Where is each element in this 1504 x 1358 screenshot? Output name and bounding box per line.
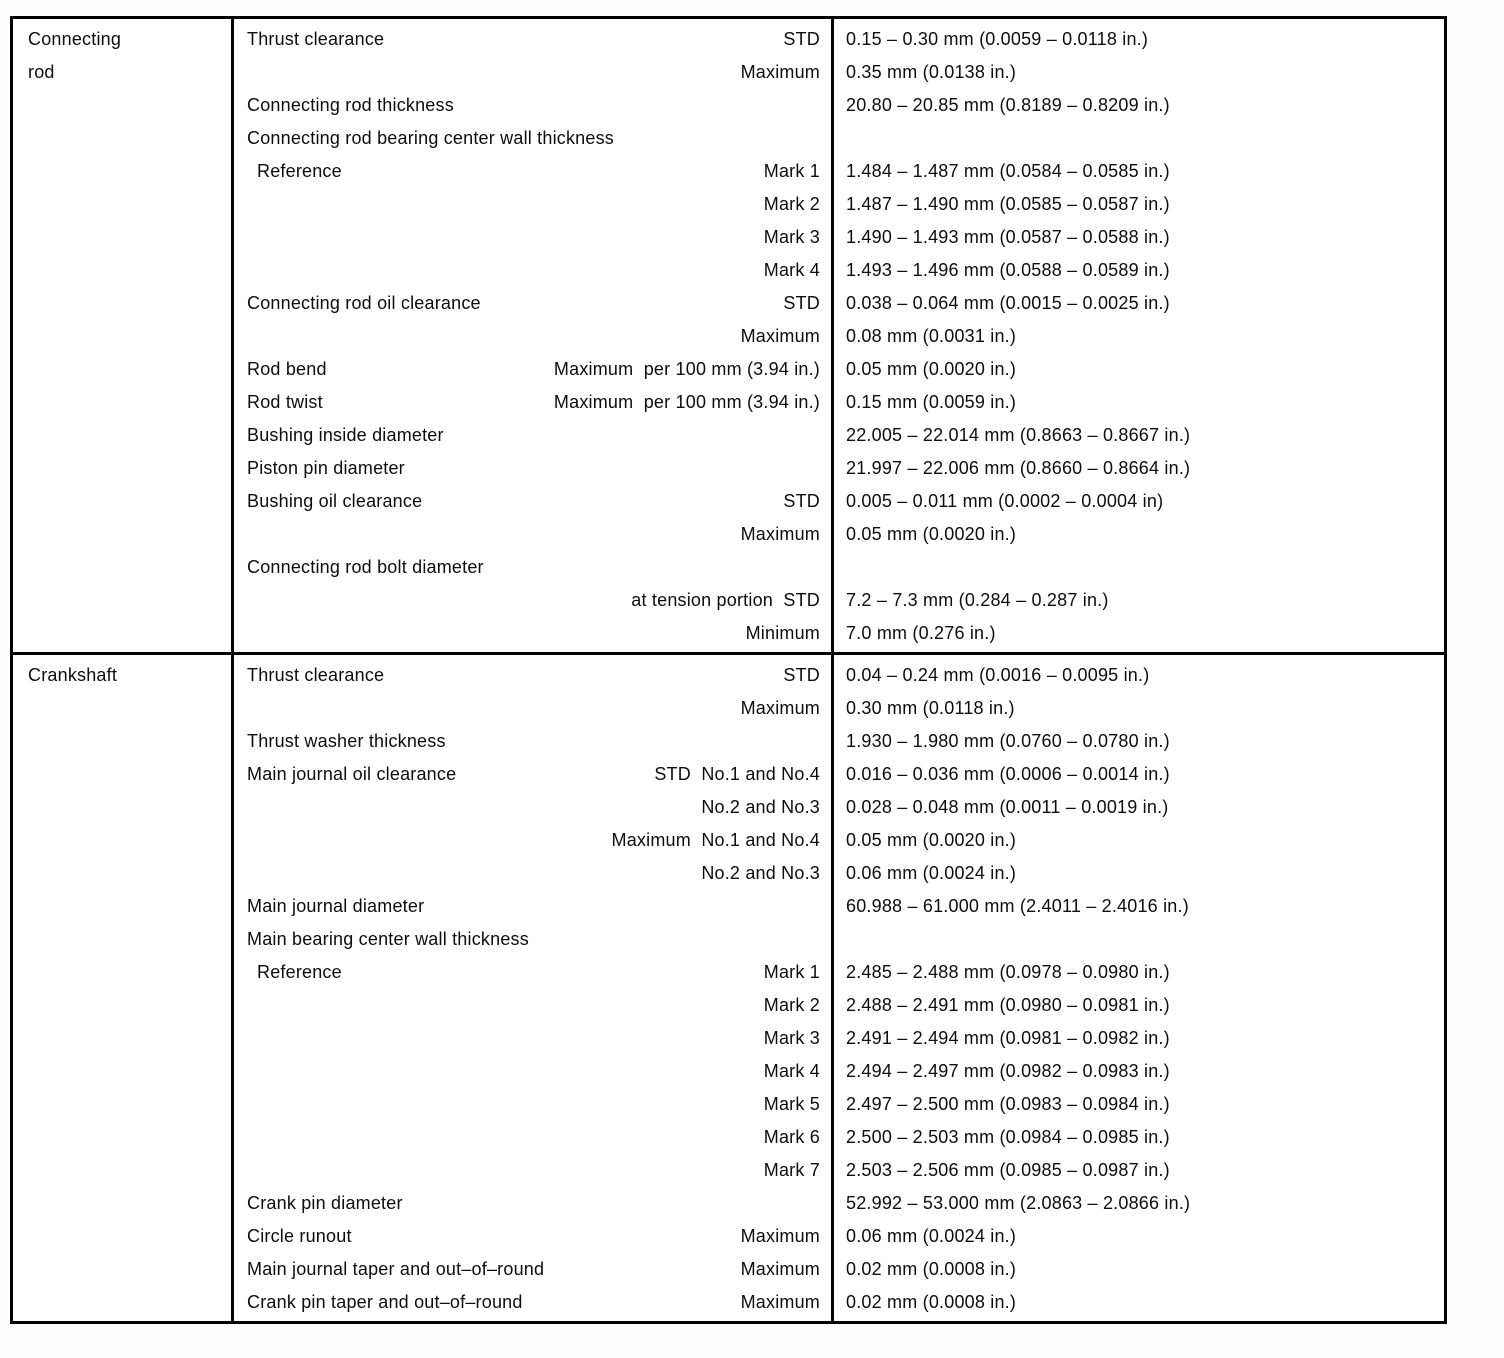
spec-row [234, 419, 1444, 452]
spec-value-cell [834, 923, 1444, 956]
spec-row [234, 122, 1444, 155]
spec-value-cell [834, 386, 1444, 419]
spec-value-cell [834, 89, 1444, 122]
component-cell [13, 655, 234, 1321]
spec-value: 0.15 mm (0.0059 in.) [846, 392, 1017, 412]
spec-value: 0.05 mm (0.0020 in.) [846, 359, 1017, 379]
spec-value-cell [834, 452, 1444, 485]
spec-qualifier: Maximum [740, 524, 820, 544]
spec-name-cell [234, 254, 834, 287]
spec-value-cell [834, 956, 1444, 989]
spec-row [234, 1187, 1444, 1220]
spec-name-cell [234, 485, 834, 518]
spec-value: 2.500 – 2.503 mm (0.0984 – 0.0985 in.) [846, 1127, 1170, 1147]
spec-qualifier: STD [783, 29, 820, 49]
spec-name-cell [234, 1253, 834, 1286]
spec-row [234, 452, 1444, 485]
section-rows [234, 655, 1444, 1321]
spec-value-cell [834, 551, 1444, 584]
component-label: Crankshaft [28, 665, 118, 685]
spec-label: Crank pin diameter [247, 1193, 403, 1213]
spec-qualifier: Mark 1 [763, 161, 820, 181]
spec-value-cell [834, 584, 1444, 617]
spec-name-cell [234, 1286, 834, 1319]
spec-row [234, 617, 1444, 650]
spec-value: 0.04 – 0.24 mm (0.0016 – 0.0095 in.) [846, 665, 1150, 685]
spec-value: 2.503 – 2.506 mm (0.0985 – 0.0987 in.) [846, 1160, 1170, 1180]
spec-value: 0.08 mm (0.0031 in.) [846, 326, 1017, 346]
spec-name-cell [234, 386, 834, 419]
spec-value-cell [834, 254, 1444, 287]
spec-value: 1.930 – 1.980 mm (0.0760 – 0.0780 in.) [846, 731, 1170, 751]
spec-qualifier: Mark 2 [763, 995, 820, 1015]
spec-label: Rod bend [247, 359, 327, 379]
spec-qualifier: Mark 1 [763, 962, 820, 982]
spec-label: Thrust clearance [247, 665, 385, 685]
spec-value: 22.005 – 22.014 mm (0.8663 – 0.8667 in.) [846, 425, 1191, 445]
spec-name-cell [234, 890, 834, 923]
spec-value-cell [834, 1253, 1444, 1286]
spec-qualifier: Maximum [740, 62, 820, 82]
spec-label: Rod twist [247, 392, 323, 412]
spec-qualifier: Minimum [745, 623, 820, 643]
spec-name-cell [234, 56, 834, 89]
spec-value: 2.494 – 2.497 mm (0.0982 – 0.0983 in.) [846, 1061, 1170, 1081]
spec-label: Thrust washer thickness [247, 731, 446, 751]
spec-qualifier: STD [783, 491, 820, 511]
spec-row [234, 956, 1444, 989]
component-label: rod [28, 62, 55, 82]
spec-value: 52.992 – 53.000 mm (2.0863 – 2.0866 in.) [846, 1193, 1191, 1213]
spec-row [234, 1055, 1444, 1088]
spec-label: Bushing oil clearance [247, 491, 423, 511]
spec-name-cell [234, 353, 834, 386]
spec-name-cell [234, 551, 834, 584]
spec-value-cell [834, 320, 1444, 353]
spec-row [234, 1088, 1444, 1121]
spec-value-cell [834, 659, 1444, 692]
spec-qualifier: Maximum [740, 698, 820, 718]
spec-label: Bushing inside diameter [247, 425, 444, 445]
spec-value: 60.988 – 61.000 mm (2.4011 – 2.4016 in.) [846, 896, 1189, 916]
spec-label: Piston pin diameter [247, 458, 405, 478]
spec-value-cell [834, 1220, 1444, 1253]
spec-label: Main bearing center wall thickness [247, 929, 529, 949]
spec-value: 21.997 – 22.006 mm (0.8660 – 0.8664 in.) [846, 458, 1191, 478]
spec-value: 1.493 – 1.496 mm (0.0588 – 0.0589 in.) [846, 260, 1170, 280]
spec-value: 2.497 – 2.500 mm (0.0983 – 0.0984 in.) [846, 1094, 1170, 1114]
spec-name-cell [234, 221, 834, 254]
component-cell [13, 19, 234, 652]
spec-value-cell [834, 824, 1444, 857]
spec-row [234, 221, 1444, 254]
spec-table [10, 16, 1447, 1324]
spec-qualifier: Mark 7 [763, 1160, 820, 1180]
spec-value-cell [834, 857, 1444, 890]
spec-name-cell [234, 1187, 834, 1220]
spec-name-cell [234, 1088, 834, 1121]
spec-row [234, 659, 1444, 692]
spec-qualifier: Maximum No.1 and No.4 [611, 830, 820, 850]
spec-value: 1.487 – 1.490 mm (0.0585 – 0.0587 in.) [846, 194, 1170, 214]
spec-name-cell [234, 1055, 834, 1088]
spec-value-cell [834, 485, 1444, 518]
spec-name-cell [234, 287, 834, 320]
spec-label: Reference [257, 962, 342, 982]
spec-value: 0.30 mm (0.0118 in.) [846, 698, 1015, 718]
spec-name-cell [234, 452, 834, 485]
spec-name-cell [234, 692, 834, 725]
spec-qualifier: STD [783, 293, 820, 313]
spec-value: 0.02 mm (0.0008 in.) [846, 1292, 1017, 1312]
spec-value: 2.488 – 2.491 mm (0.0980 – 0.0981 in.) [846, 995, 1170, 1015]
spec-row [234, 1121, 1444, 1154]
spec-qualifier: Maximum [740, 326, 820, 346]
spec-name-cell [234, 122, 834, 155]
spec-name-cell [234, 1154, 834, 1187]
spec-name-cell [234, 824, 834, 857]
spec-value-cell [834, 692, 1444, 725]
spec-value-cell [834, 23, 1444, 56]
spec-value-cell [834, 1022, 1444, 1055]
spec-row [234, 23, 1444, 56]
spec-row [234, 1022, 1444, 1055]
spec-qualifier: No.2 and No.3 [701, 797, 820, 817]
spec-qualifier: Maximum [740, 1226, 820, 1246]
spec-qualifier: Maximum [740, 1259, 820, 1279]
spec-qualifier: STD No.1 and No.4 [654, 764, 820, 784]
spec-name-cell [234, 320, 834, 353]
spec-section [13, 19, 1444, 652]
spec-row [234, 56, 1444, 89]
spec-row [234, 386, 1444, 419]
spec-name-cell [234, 1121, 834, 1154]
spec-qualifier: Mark 3 [763, 227, 820, 247]
spec-value: 0.02 mm (0.0008 in.) [846, 1259, 1017, 1279]
spec-value: 0.005 – 0.011 mm (0.0002 – 0.0004 in) [846, 491, 1164, 511]
spec-row [234, 320, 1444, 353]
spec-row [234, 890, 1444, 923]
spec-value-cell [834, 1154, 1444, 1187]
spec-name-cell [234, 659, 834, 692]
spec-row [234, 1154, 1444, 1187]
spec-value-cell [834, 725, 1444, 758]
spec-value-cell [834, 989, 1444, 1022]
spec-value: 0.06 mm (0.0024 in.) [846, 1226, 1017, 1246]
spec-value-cell [834, 1286, 1444, 1319]
spec-value: 0.15 – 0.30 mm (0.0059 – 0.0118 in.) [846, 29, 1149, 49]
spec-name-cell [234, 989, 834, 1022]
spec-section [13, 652, 1444, 1321]
spec-row [234, 857, 1444, 890]
spec-qualifier: Mark 6 [763, 1127, 820, 1147]
spec-value: 20.80 – 20.85 mm (0.8189 – 0.8209 in.) [846, 95, 1170, 115]
spec-value: 0.038 – 0.064 mm (0.0015 – 0.0025 in.) [846, 293, 1170, 313]
spec-value-cell [834, 758, 1444, 791]
spec-label: Reference [257, 161, 342, 181]
spec-qualifier: STD [783, 665, 820, 685]
spec-qualifier: Maximum [740, 1292, 820, 1312]
spec-name-cell [234, 617, 834, 650]
spec-qualifier: at tension portion STD [631, 590, 820, 610]
spec-value-cell [834, 419, 1444, 452]
spec-qualifier: No.2 and No.3 [701, 863, 820, 883]
spec-row [234, 254, 1444, 287]
spec-value-cell [834, 287, 1444, 320]
spec-value: 1.490 – 1.493 mm (0.0587 – 0.0588 in.) [846, 227, 1170, 247]
spec-name-cell [234, 1220, 834, 1253]
spec-value-cell [834, 56, 1444, 89]
spec-value-cell [834, 1088, 1444, 1121]
spec-row [234, 188, 1444, 221]
spec-row [234, 551, 1444, 584]
spec-value: 0.05 mm (0.0020 in.) [846, 524, 1017, 544]
spec-name-cell [234, 758, 834, 791]
spec-value: 7.0 mm (0.276 in.) [846, 623, 996, 643]
spec-name-cell [234, 923, 834, 956]
spec-value-cell [834, 890, 1444, 923]
spec-value-cell [834, 518, 1444, 551]
spec-label: Thrust clearance [247, 29, 385, 49]
section-rows [234, 19, 1444, 652]
spec-name-cell [234, 1022, 834, 1055]
spec-name-cell [234, 791, 834, 824]
spec-row [234, 1220, 1444, 1253]
spec-row [234, 485, 1444, 518]
spec-value: 0.028 – 0.048 mm (0.0011 – 0.0019 in.) [846, 797, 1169, 817]
spec-name-cell [234, 188, 834, 221]
spec-label: Main journal oil clearance [247, 764, 457, 784]
spec-row [234, 287, 1444, 320]
spec-value-cell [834, 353, 1444, 386]
spec-name-cell [234, 956, 834, 989]
spec-value: 2.485 – 2.488 mm (0.0978 – 0.0980 in.) [846, 962, 1170, 982]
spec-value: 0.016 – 0.036 mm (0.0006 – 0.0014 in.) [846, 764, 1170, 784]
spec-value-cell [834, 617, 1444, 650]
spec-qualifier: Maximum per 100 mm (3.94 in.) [553, 392, 820, 412]
spec-value: 7.2 – 7.3 mm (0.284 – 0.287 in.) [846, 590, 1109, 610]
spec-value: 0.05 mm (0.0020 in.) [846, 830, 1017, 850]
spec-row [234, 89, 1444, 122]
spec-label: Connecting rod thickness [247, 95, 454, 115]
spec-value-cell [834, 122, 1444, 155]
spec-qualifier: Mark 5 [763, 1094, 820, 1114]
spec-row [234, 692, 1444, 725]
spec-value: 1.484 – 1.487 mm (0.0584 – 0.0585 in.) [846, 161, 1170, 181]
spec-value-cell [834, 221, 1444, 254]
spec-value: 2.491 – 2.494 mm (0.0981 – 0.0982 in.) [846, 1028, 1170, 1048]
spec-name-cell [234, 584, 834, 617]
spec-name-cell [234, 419, 834, 452]
spec-row [234, 1253, 1444, 1286]
spec-value: 0.06 mm (0.0024 in.) [846, 863, 1017, 883]
spec-row [234, 725, 1444, 758]
spec-value-cell [834, 791, 1444, 824]
spec-row [234, 155, 1444, 188]
spec-label: Main journal taper and out–of–round [247, 1259, 545, 1279]
spec-label: Crank pin taper and out–of–round [247, 1292, 523, 1312]
spec-row [234, 923, 1444, 956]
spec-qualifier: Mark 3 [763, 1028, 820, 1048]
spec-row [234, 1286, 1444, 1319]
spec-row [234, 824, 1444, 857]
spec-qualifier: Mark 4 [763, 260, 820, 280]
spec-row [234, 791, 1444, 824]
spec-label: Circle runout [247, 1226, 352, 1246]
spec-name-cell [234, 89, 834, 122]
spec-label: Connecting rod bearing center wall thickness [247, 128, 614, 148]
spec-label: Connecting rod oil clearance [247, 293, 481, 313]
spec-value-cell [834, 155, 1444, 188]
spec-value-cell [834, 1121, 1444, 1154]
spec-row [234, 518, 1444, 551]
spec-qualifier: Mark 2 [763, 194, 820, 214]
spec-value-cell [834, 188, 1444, 221]
spec-qualifier: Maximum per 100 mm (3.94 in.) [553, 359, 820, 379]
spec-row [234, 758, 1444, 791]
spec-label: Connecting rod bolt diameter [247, 557, 484, 577]
spec-name-cell [234, 725, 834, 758]
spec-name-cell [234, 23, 834, 56]
component-label: Connecting [28, 29, 122, 49]
spec-name-cell [234, 155, 834, 188]
spec-qualifier: Mark 4 [763, 1061, 820, 1081]
spec-row [234, 989, 1444, 1022]
spec-label: Main journal diameter [247, 896, 425, 916]
spec-value: 0.35 mm (0.0138 in.) [846, 62, 1017, 82]
spec-name-cell [234, 857, 834, 890]
spec-row [234, 353, 1444, 386]
spec-row [234, 584, 1444, 617]
spec-value-cell [834, 1187, 1444, 1220]
spec-name-cell [234, 518, 834, 551]
spec-value-cell [834, 1055, 1444, 1088]
